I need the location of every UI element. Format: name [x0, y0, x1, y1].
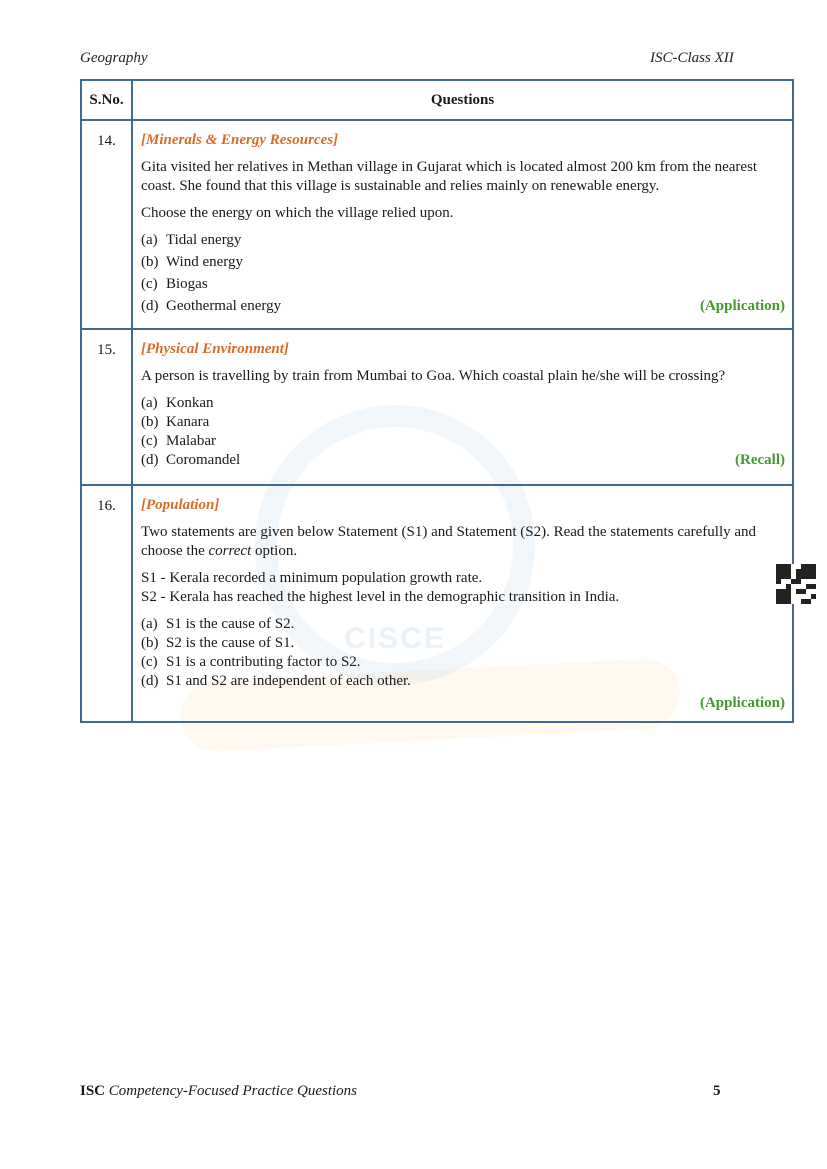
option-text: Malabar: [166, 433, 216, 449]
option-b: [141, 634, 785, 653]
footer-subtitle: Competency-Focused Practice Questions: [108, 1083, 358, 1099]
header-subject: Geography: [80, 50, 148, 66]
option-text: S1 is a contributing factor to S2.: [166, 654, 361, 670]
option-label: (a): [141, 232, 158, 248]
table-header-row: [81, 80, 793, 120]
option-d: [141, 672, 785, 691]
question-text-start: Two statements are given below Statement (S1) and Statement (S2). Read the statements carefully and choose the: [141, 524, 757, 559]
option-b: [141, 413, 785, 432]
option-text: Tidal energy: [166, 232, 242, 248]
question-text-end: option.: [251, 543, 298, 559]
option-c: [141, 275, 785, 294]
question-number: 16.: [81, 485, 132, 722]
qr-code-icon: [776, 564, 816, 604]
option-text: Biogas: [166, 276, 208, 292]
option-label: (b): [141, 635, 159, 651]
statement-s2: S2 - Kerala has reached the highest level in the demographic transition in India.: [141, 589, 620, 605]
option-label: (c): [141, 433, 158, 449]
question-text: Gita visited her relatives in Methan village in Gujarat which is located almost 200 km from the nearest coast. She found that this village is sustainable and relies mainly on renewable energy.: [141, 159, 758, 194]
option-label: (c): [141, 654, 158, 670]
question-row: [81, 485, 793, 722]
questions-table: [80, 79, 794, 723]
footer-brand: ISC: [80, 1083, 106, 1099]
question-number: 14.: [81, 120, 132, 329]
option-label: (a): [141, 395, 158, 411]
option-text: S2 is the cause of S1.: [166, 635, 295, 651]
option-a: [141, 615, 785, 634]
option-label: (d): [141, 452, 159, 468]
option-text: Wind energy: [166, 254, 244, 270]
question-cell: [132, 120, 793, 329]
footer-title: [80, 1083, 357, 1100]
question-text: A person is travelling by train from Mumbai to Goa. Which coastal plain he/she will be crossing?: [141, 368, 726, 384]
column-header-sno: S.No.: [81, 80, 132, 120]
option-text: S1 is the cause of S2.: [166, 616, 295, 632]
option-d: [141, 451, 785, 470]
option-label: (b): [141, 254, 159, 270]
question-row: [81, 329, 793, 485]
cognitive-level-label: (Application): [699, 695, 785, 711]
option-text: Kanara: [166, 414, 210, 430]
option-label: (b): [141, 414, 159, 430]
question-text-emphasis: correct: [208, 543, 252, 559]
option-label: (d): [141, 298, 159, 314]
question-cell: [132, 329, 793, 485]
option-label: (c): [141, 276, 158, 292]
cognitive-level-label: (Application): [699, 298, 785, 314]
option-a: [141, 394, 785, 413]
question-cell: [132, 485, 793, 722]
option-label: (a): [141, 616, 158, 632]
option-text: S1 and S2 are independent of each other.: [166, 673, 411, 689]
option-c: [141, 653, 785, 672]
cognitive-level-label: (Recall): [735, 452, 785, 468]
option-text: Konkan: [166, 395, 214, 411]
option-d: [141, 297, 785, 316]
question-row: [81, 120, 793, 329]
question-topic: [Minerals & Energy Resources]: [141, 132, 339, 148]
option-text: Geothermal energy: [166, 298, 282, 314]
option-text: Coromandel: [166, 452, 241, 468]
watermark-text: CISCE: [344, 622, 446, 655]
question-number: 15.: [81, 329, 132, 485]
option-label: (d): [141, 673, 159, 689]
statement-s1: S1 - Kerala recorded a minimum population growth rate.: [141, 570, 483, 586]
option-a: [141, 231, 785, 250]
question-topic: [Population]: [141, 497, 220, 513]
question-text: [141, 523, 785, 561]
question-prompt: Choose the energy on which the village relied upon.: [141, 205, 454, 221]
page-number: 5: [713, 1083, 721, 1099]
option-b: [141, 253, 785, 272]
column-header-questions: Questions: [132, 80, 793, 120]
question-topic: [Physical Environment]: [141, 341, 289, 357]
header-class: ISC-Class XII: [650, 50, 734, 66]
option-c: [141, 432, 785, 451]
